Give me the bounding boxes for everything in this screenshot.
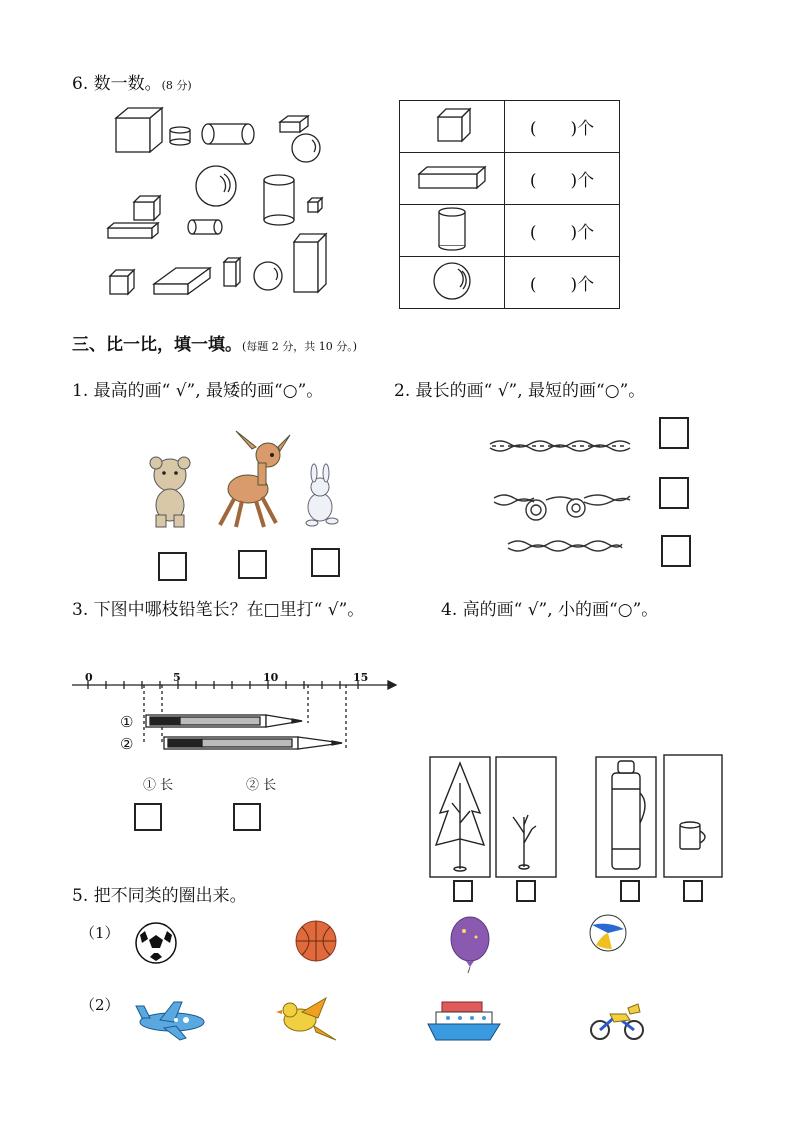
q4-picture [428, 753, 728, 883]
section3-title [72, 337, 357, 354]
table-row [400, 101, 620, 153]
ruler-arrow-icon [388, 681, 396, 689]
cylinder-horizontal-small-icon [188, 220, 222, 234]
option-1-label: ① 长 [143, 778, 174, 793]
q4-text: 4. 高的画“ √”, 小的画“○”。 [441, 600, 659, 620]
pencil-1-icon [146, 715, 302, 727]
cuboid-long-icon [108, 223, 158, 238]
cylinder-horizontal-icon [202, 124, 254, 144]
balloon-icon [451, 917, 489, 973]
sphere-icon [430, 259, 474, 303]
animals-picture [140, 425, 355, 535]
pencil-2-label: ② [120, 735, 134, 753]
bird-icon [276, 998, 336, 1040]
cuboid-thin-icon [224, 258, 240, 286]
cuboid-icon [417, 162, 487, 192]
shape-cell [400, 153, 505, 205]
q3-text: 3. 下图中哪枝铅笔长？在□里打“ √”。 [72, 600, 365, 620]
volleyball-icon [590, 915, 626, 951]
answer-box-rope-1[interactable] [659, 417, 689, 449]
cylinder-upright-icon [264, 175, 294, 225]
rabbit-icon [306, 464, 338, 526]
cube-tiny-icon [308, 198, 322, 212]
ship-icon [428, 1002, 500, 1040]
section3-title-text: 三、比一比，填一填。 [72, 335, 242, 355]
cup-icon [680, 822, 705, 849]
airplane-icon [136, 1002, 204, 1040]
ruler-label-0: 0 [85, 671, 93, 684]
q5-text: 5. 把不同类的圈出来。 [72, 886, 247, 906]
ruler-label-5: 5 [173, 671, 181, 684]
count-blank[interactable]: ( )个 [505, 153, 620, 205]
cube-icon [432, 105, 472, 145]
cuboid-tall-icon [294, 234, 326, 292]
tall-tree-icon [436, 763, 484, 871]
sphere-small-icon [292, 134, 320, 162]
answer-box-pencil-1[interactable] [134, 803, 162, 831]
cube-medium-icon [134, 196, 160, 220]
solids-picture [100, 100, 340, 300]
pencil-2-icon [164, 737, 342, 749]
shape-cell [400, 257, 505, 309]
answer-box-small-tree[interactable] [516, 880, 536, 902]
q5-row1-label: （1） [80, 924, 120, 942]
answer-box-deer[interactable] [238, 550, 267, 579]
ropes-picture [480, 420, 650, 570]
shape-cell [400, 101, 505, 153]
count-blank[interactable]: ( )个 [505, 101, 620, 153]
basketball-icon [296, 921, 336, 961]
bear-icon [150, 457, 190, 527]
table-row [400, 257, 620, 309]
answer-box-rope-3[interactable] [661, 535, 691, 567]
cube-large-icon [116, 108, 162, 152]
table-row [400, 153, 620, 205]
ruler-label-10: 10 [263, 671, 279, 684]
answer-box-tall-tree[interactable] [453, 880, 473, 902]
sphere-bottom-icon [254, 262, 282, 290]
answer-box-thermos[interactable] [620, 880, 640, 902]
q5-row2-picture [130, 990, 660, 1050]
answer-box-bear[interactable] [158, 552, 187, 581]
cuboid-small-icon [280, 116, 308, 132]
answer-box-pencil-2[interactable] [233, 803, 261, 831]
motorcycle-icon [591, 1004, 643, 1039]
cylinder-icon [435, 206, 469, 252]
cube-small-icon [110, 270, 134, 294]
small-tree-frame [496, 757, 556, 877]
counting-table [399, 100, 620, 309]
q6-title-text: 6. 数一数。 [72, 74, 162, 94]
rope-knotted-icon [494, 495, 630, 520]
shape-cell [400, 205, 505, 257]
sphere-large-icon [196, 166, 236, 206]
cup-frame [664, 755, 722, 877]
rope-long-icon [490, 441, 630, 451]
answer-box-rope-2[interactable] [659, 477, 689, 509]
ruler-label-15: 15 [353, 671, 369, 684]
q1-text: 1. 最高的画“ √”, 最矮的画“○”。 [72, 381, 324, 401]
rope-short-icon [508, 541, 622, 551]
cylinder-small-icon [170, 127, 190, 145]
q2-text: 2. 最长的画“ √”, 最短的画“○”。 [394, 381, 646, 401]
count-blank[interactable]: ( )个 [505, 257, 620, 309]
option-2-label: ② 长 [246, 778, 277, 793]
q6-score: (8 分) [161, 79, 192, 92]
answer-box-cup[interactable] [683, 880, 703, 902]
small-tree-icon [513, 815, 536, 869]
soccer-ball-icon [136, 923, 176, 963]
answer-box-rabbit[interactable] [311, 548, 340, 577]
cuboid-slab-icon [154, 268, 210, 294]
table-row [400, 205, 620, 257]
count-blank[interactable]: ( )个 [505, 205, 620, 257]
thermos-icon [612, 761, 645, 869]
q6-title [72, 76, 192, 93]
deer-icon [220, 431, 290, 527]
pencil-1-label: ① [120, 713, 134, 731]
q5-row1-picture [130, 915, 650, 975]
q5-row2-label: （2） [80, 996, 120, 1014]
section3-score: (每题 2 分，共 10 分。) [242, 340, 358, 353]
